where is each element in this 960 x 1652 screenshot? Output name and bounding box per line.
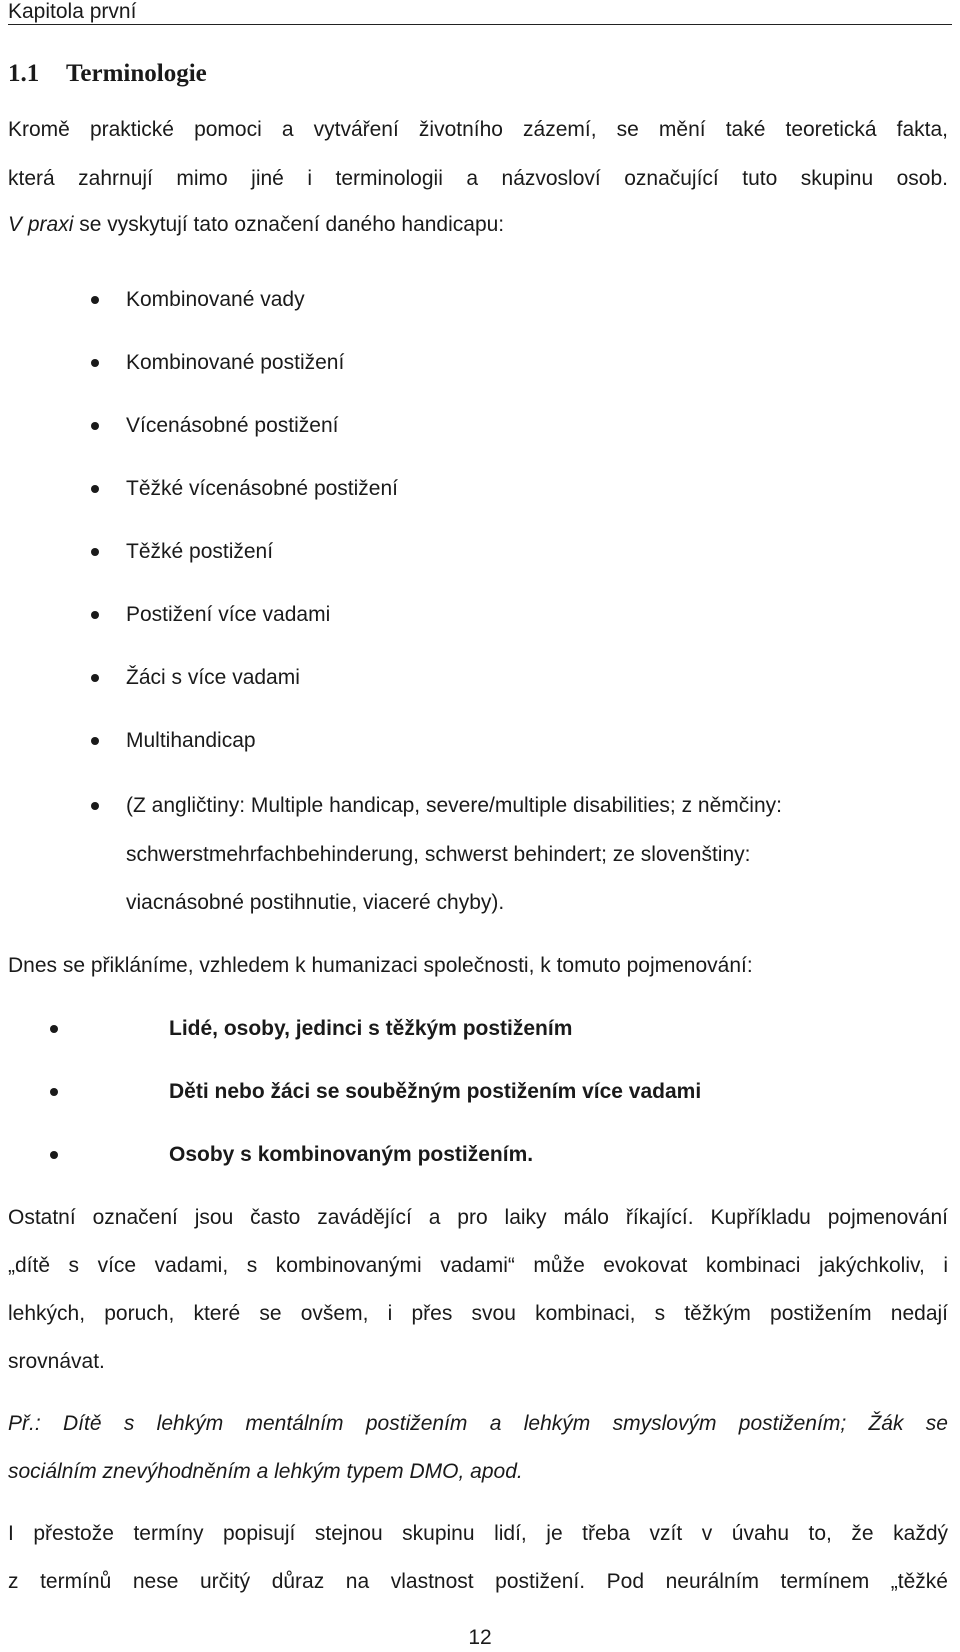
para3-line-1: I přestože termíny popisují stejnou skupinu lidí, je třeba vzít v úvahu to, že každý (8, 1522, 948, 1545)
example-line-2: sociálním znevýhodněním a lehkým typem DMO, apod. (8, 1460, 523, 1483)
preferred-intro: Dnes se přikláníme, vzhledem k humanizaci společnosti, k tomuto pojmenování: (8, 954, 753, 977)
para2-line-4: srovnávat. (8, 1350, 105, 1373)
intro-line-3 (8, 210, 948, 240)
bullet-icon (91, 674, 99, 682)
section-heading (8, 58, 207, 90)
para2-line-3: lehkých, poruch, které se ovšem, i přes svou kombinaci, s těžkým postižením nedají (8, 1302, 948, 1325)
para2-line-1: Ostatní označení jsou často zavádějící a pro laiky málo říkající. Kupříkladu pojmenování (8, 1206, 948, 1229)
intro-line-2: která zahrnují mimo jiné i terminologii a názvosloví označující tuto skupinu osob. (8, 167, 948, 190)
intro-line-1: Kromě praktické pomoci a vytváření životního zázemí, se mění také teoretická fakta, (8, 118, 948, 141)
example-line-1: Př.: Dítě s lehkým mentálním postižením a lehkým smyslovým postižením; Žák se (8, 1412, 948, 1435)
bullet-icon (91, 359, 99, 367)
intro-rest: se vyskytují tato označení daného handicapu: (73, 213, 505, 236)
bullet-icon (50, 1151, 58, 1159)
bullet-icon (50, 1088, 58, 1096)
bullet-icon (91, 802, 99, 810)
bullet-icon (91, 548, 99, 556)
page-number: 12 (468, 1626, 492, 1649)
bullet-icon (91, 611, 99, 619)
document-page: Kapitola první 1.1 Terminologie Kromě praktické pomoci a vytváření životního zázemí, se mění také teoretická fakta, která zahrnují mimo jiné i terminologii a názvosloví označující tuto skupinu osob. V praxi se vyskytují tato označení daného handicapu: Kombinované vady Kombinované postižení Vícenásobné postižení Těžké vícenásobné postižení Těžké postižení Postižení více vadami Žáci s více vadami Multihandicap (Z angličtiny: Multiple handicap, severe/multiple disabilities; z němčiny: schwerstmehrfachbehinderung, schwerst behindert; ze slovenštiny: viacnásobné postihnutie, viaceré chyby). Dnes se přikláníme, vzhledem k humanizaci společnosti, k tomuto pojmenování: Lidé, osoby, jedinci s těžkým postižením Děti nebo žáci se souběžným postižením více vadami Osoby s kombinovaným postižením. Ostatní označení jsou často zavádějící a pro laiky málo říkající. Kupříkladu pojmenování „dítě s více vadami, s kombinovanými vadami“ může evokovat kombinaci jakýchkoliv, i lehkých, poruch, které se ovšem, i přes svou kombinaci, s těžkým postižením nedají srovnávat. Př.: Dítě s lehkým mentálním postižením a lehkým smyslovým postižením; Žák se sociálním znevýhodněním a lehkým typem DMO, apod. I přestože termíny popisují stejnou skupinu lidí, je třeba vzít v úvahu to, že každý z termínů nese určitý důraz na vlastnost postižení. Pod neurálním termínem „těžké 12 (0, 0, 960, 1652)
section-number: 1.1 (8, 60, 40, 87)
running-header (8, 0, 952, 25)
bullet-icon (91, 737, 99, 745)
para3-line-2: z termínů nese určitý důraz na vlastnost postižení. Pod neurálním termínem „těžké (8, 1570, 948, 1593)
bullet-icon (50, 1025, 58, 1033)
chapter-label: Kapitola první (8, 0, 137, 23)
intro-italic: V praxi (8, 213, 74, 236)
bullet-icon (91, 296, 99, 304)
bullet-icon (91, 485, 99, 493)
bullet-icon (91, 422, 99, 430)
para2-line-2: „dítě s více vadami, s kombinovanými vadami“ může evokovat kombinaci jakýchkoliv, i (8, 1254, 948, 1277)
section-title: Terminologie (66, 60, 207, 87)
